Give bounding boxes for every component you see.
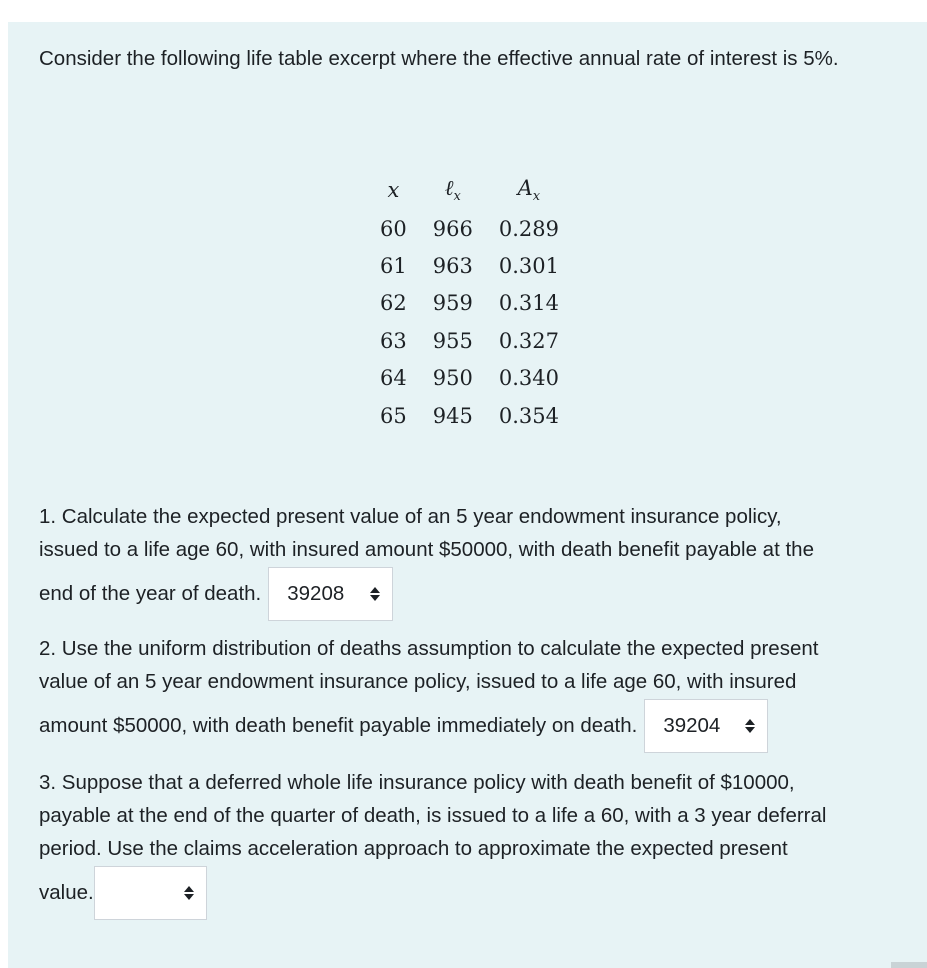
cell-Ax: 0.340 — [498, 366, 559, 391]
answer-3-select[interactable] — [94, 866, 207, 920]
life-table-header — [367, 170, 572, 210]
cell-lx: 963 — [432, 254, 473, 279]
cell-lx: 966 — [432, 216, 473, 241]
question-3-line-2: payable at the end of the quarter of death, is issued to a life a 60, with a 3 year deferral — [39, 804, 827, 827]
life-table — [367, 170, 572, 434]
cell-x: 65 — [380, 403, 407, 428]
question-3-line-4: value. — [39, 881, 94, 904]
question-2 — [39, 632, 909, 753]
cell-Ax: 0.301 — [498, 254, 559, 279]
table-row — [367, 285, 572, 322]
cell-x: 62 — [380, 291, 407, 316]
question-1-line-3: end of the year of death. — [39, 582, 262, 605]
header-Ax: $A_x$ — [517, 175, 541, 205]
question-2-line-2: value of an 5 year endowment insurance policy, issued to a life age 60, with insured — [39, 670, 797, 693]
scroll-corner — [891, 962, 927, 968]
cell-x: 61 — [380, 254, 407, 279]
answer-1-value: 39208 — [287, 582, 345, 605]
header-lx: ℓ$_x$ — [444, 175, 461, 205]
cell-Ax: 0.354 — [498, 403, 559, 428]
question-3-line-1: 3. Suppose that a deferred whole life insurance policy with death benefit of $10000, — [39, 771, 795, 794]
question-1 — [39, 500, 909, 621]
question-1-line-2: issued to a life age 60, with insured amount $50000, with death benefit payable at the — [39, 538, 814, 561]
cell-Ax: 0.327 — [498, 328, 559, 353]
table-row — [367, 360, 572, 397]
cell-lx: 945 — [432, 403, 473, 428]
question-3-line-3: period. Use the claims acceleration approach to approximate the expected present — [39, 837, 788, 860]
answer-2-select[interactable] — [644, 699, 768, 753]
answer-2-value: 39204 — [663, 714, 721, 737]
table-row — [367, 247, 572, 284]
cell-Ax: 0.289 — [498, 216, 559, 241]
table-row — [367, 397, 572, 434]
updown-arrow-icon — [370, 587, 380, 601]
cell-lx: 950 — [432, 366, 473, 391]
question-panel — [8, 22, 927, 968]
cell-x: 63 — [380, 328, 407, 353]
updown-arrow-icon — [745, 719, 755, 733]
answer-1-select[interactable] — [268, 567, 393, 621]
question-intro: Consider the following life table excerpt where the effective annual rate of interest is 5%. — [39, 47, 839, 70]
cell-x: 64 — [380, 366, 407, 391]
updown-arrow-icon — [184, 886, 194, 900]
question-2-line-3: amount $50000, with death benefit payable immediately on death. — [39, 714, 638, 737]
question-3 — [39, 766, 909, 920]
cell-x: 60 — [380, 216, 407, 241]
cell-lx: 955 — [432, 328, 473, 353]
cell-Ax: 0.314 — [498, 291, 559, 316]
question-1-line-1: 1. Calculate the expected present value of an 5 year endowment insurance policy, — [39, 505, 782, 528]
cell-lx: 959 — [432, 291, 473, 316]
table-row — [367, 322, 572, 359]
header-x: x — [387, 178, 400, 202]
table-row — [367, 210, 572, 247]
question-2-line-1: 2. Use the uniform distribution of deaths assumption to calculate the expected present — [39, 637, 819, 660]
